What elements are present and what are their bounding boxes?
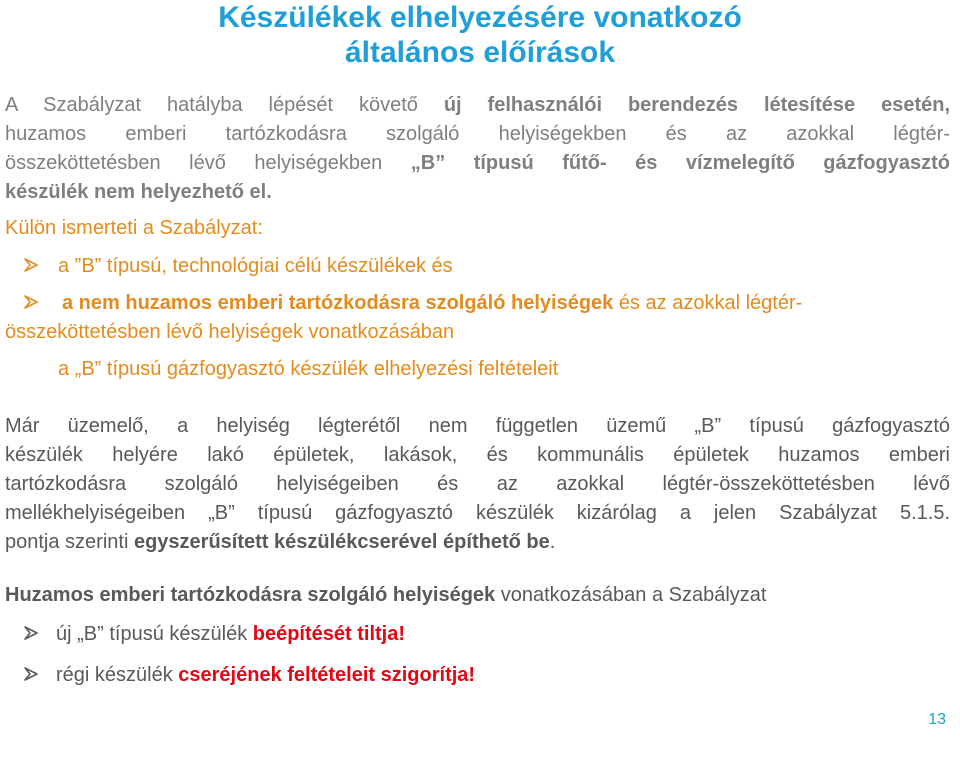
para2-line-3: tartózkodásra szolgáló helyiségeiben és az azokkal légtér-összeköttetésben lévő [5, 473, 950, 495]
warning-bullet-2-emphasis: cseréjének feltételeit szigorítja! [178, 664, 476, 686]
arrow-bullet-icon [22, 665, 40, 683]
para3-emphasis: Huzamos emberi tartózkodásra szolgáló helyiségek [5, 584, 496, 606]
warning-bullet-2 [56, 661, 475, 689]
warning-bullet-2-text: régi készülék [56, 664, 179, 686]
bullet-2 [62, 289, 802, 317]
para3-text: vonatkozásában a Szabályzat [495, 584, 767, 606]
para1-text: A Szabályzat hatályba lépését követő [5, 94, 444, 116]
intro-text: Külön ismerteti a Szabályzat: [5, 217, 263, 239]
arrow-bullet-icon [22, 256, 40, 274]
para1-line-3 [5, 149, 950, 177]
bullet-1: a ”B” típusú, technológiai célú készülékek és [58, 255, 453, 277]
para1-emphasis: új felhasználói berendezés létesítése esetén, [443, 94, 950, 116]
para2-text: . [549, 531, 556, 553]
para1-text: összeköttetésben lévő helyiségekben [5, 152, 411, 174]
bullet-2-text: és az azokkal légtér- [613, 292, 803, 314]
page-number: 13 [928, 711, 946, 728]
title-line-2: általános előírások [344, 36, 616, 69]
para2-line-2: készülék helyére lakó épületek, lakások, és kommunális épületek huzamos emberi [5, 444, 950, 466]
para1-line-1 [5, 91, 950, 119]
warning-bullet-1-emphasis: beépítését tiltja! [252, 623, 406, 645]
para2-line-4: mellékhelyiségeiben „B” típusú gázfogyasztó készülék kizárólag a jelen Szabályzat 5.1.5. [5, 502, 950, 524]
para3-line [5, 581, 950, 609]
para2-line-5 [5, 528, 950, 556]
para2-line-1: Már üzemelő, a helyiség légterétől nem független üzemű „B” típusú gázfogyasztó [5, 415, 950, 437]
title-line-1: Készülékek elhelyezésére vonatkozó [218, 1, 742, 34]
para1-line-2: huzamos emberi tartózkodásra szolgáló helyiségekben és az azokkal légtér- [5, 123, 950, 145]
bullet-3: a „B” típusú gázfogyasztó készülék elhelyezési feltételeit [58, 358, 559, 380]
arrow-bullet-icon [22, 624, 40, 642]
para1-line-4: készülék nem helyezhető el. [5, 181, 272, 203]
arrow-bullet-icon [22, 293, 40, 311]
warning-bullet-1-text: új „B” típusú készülék [56, 623, 253, 645]
warning-bullet-1 [56, 620, 405, 648]
para2-text: pontja szerinti [5, 531, 134, 553]
para2-emphasis: egyszerűsített készülékcserével építhető be [133, 531, 550, 553]
para1-emphasis: „B” típusú fűtő- és vízmelegítő gázfogyasztó [410, 152, 950, 174]
bullet-2-emphasis: a nem huzamos emberi tartózkodásra szolgáló helyiségek [62, 292, 614, 314]
bullet-2-line-2: összeköttetésben lévő helyiségek vonatkozásában [5, 321, 455, 343]
